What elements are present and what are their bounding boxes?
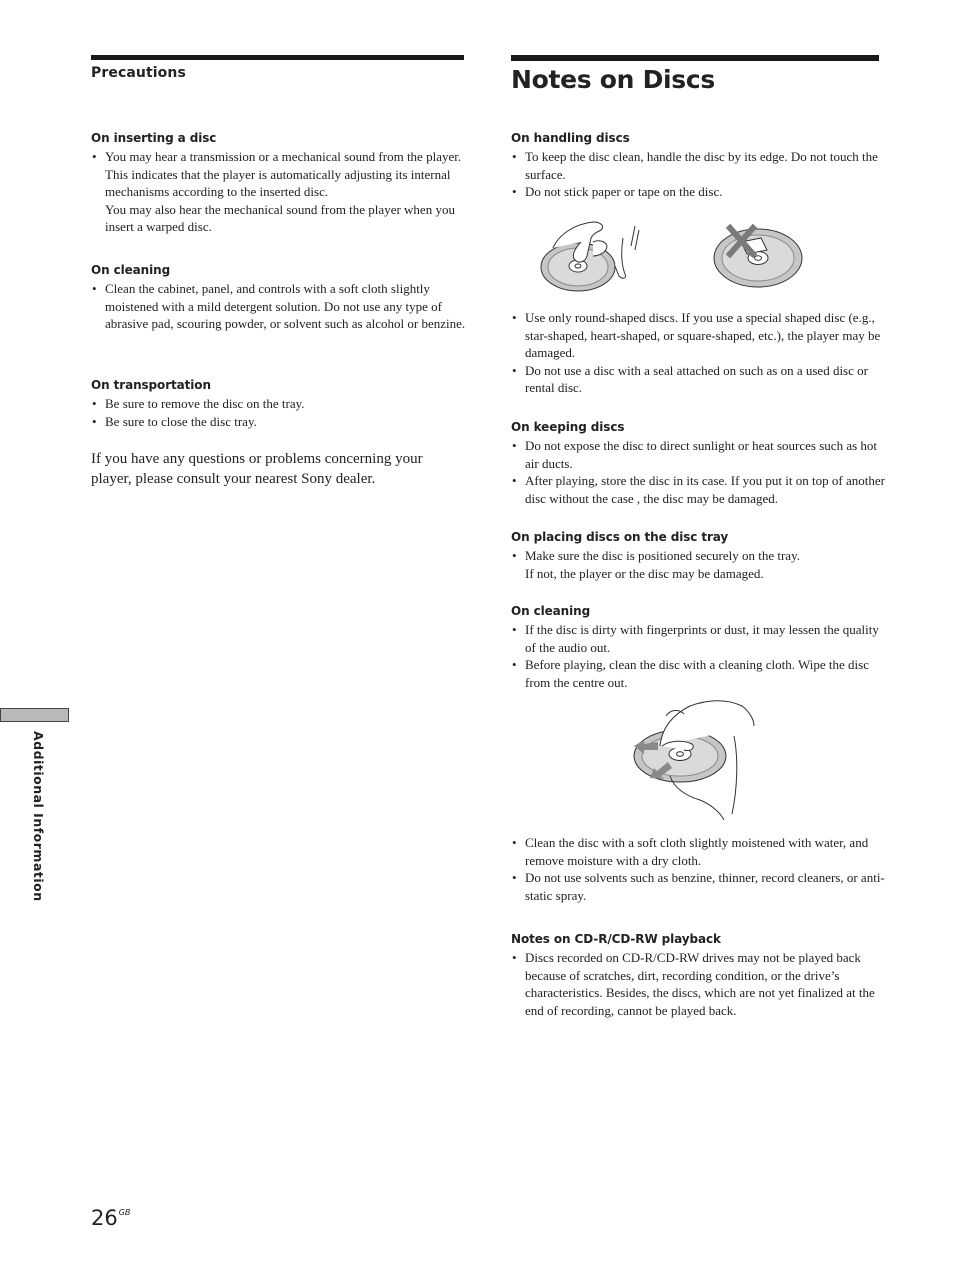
list-item: • Be sure to remove the disc on the tray. bbox=[91, 395, 466, 413]
placing-item-1: Make sure the disc is positioned securely on the tray. bbox=[525, 548, 800, 563]
list-item bbox=[511, 547, 886, 582]
left-cleaning-section bbox=[91, 263, 466, 333]
disc-handling-illustration bbox=[535, 216, 815, 294]
list-item: • Discs recorded on CD-R/CD-RW drives may not be played back because of scratches, dirt, recording condition, or the drive’s characteristics. Besides, the discs, which are not yet finalized at the end of recording, cannot be played back. bbox=[511, 949, 886, 1019]
handling-section-cont bbox=[511, 309, 886, 397]
page-number-suffix: GB bbox=[118, 1208, 131, 1217]
list-item: • After playing, store the disc in its case. If you put it on top of another disc without the case , the disc may be damaged. bbox=[511, 472, 886, 507]
section-rule bbox=[91, 55, 464, 60]
list-item: • Clean the cabinet, panel, and controls with a soft cloth slightly moistened with a mild detergent solution. Do not use any type of abrasive pad, scouring powder, or solvent such as alcohol or benzine. bbox=[91, 280, 466, 333]
left-column bbox=[91, 55, 464, 81]
list-item: • Do not expose the disc to direct sunlight or heat sources such as hot air ducts. bbox=[511, 437, 886, 472]
list-item bbox=[91, 148, 466, 236]
inserting-item-1-cont: You may also hear the mechanical sound from the player when you insert a warped disc. bbox=[105, 201, 455, 234]
side-tab-marker bbox=[0, 708, 69, 722]
keeping-heading: On keeping discs bbox=[511, 420, 625, 434]
right-cleaning-section bbox=[511, 604, 886, 691]
keeping-section bbox=[511, 420, 886, 507]
list-item: • Be sure to close the disc tray. bbox=[91, 413, 466, 431]
right-cleaning-heading: On cleaning bbox=[511, 604, 591, 618]
cdr-heading: Notes on CD-R/CD-RW playback bbox=[511, 932, 721, 946]
list-item: • Do not use a disc with a seal attached on such as on a used disc or rental disc. bbox=[511, 362, 886, 397]
title-rule bbox=[511, 55, 879, 61]
closing-paragraph: If you have any questions or problems concerning your player, please consult your nearest Sony dealer. bbox=[91, 451, 423, 487]
transportation-section bbox=[91, 378, 466, 430]
list-item: • Do not stick paper or tape on the disc. bbox=[511, 183, 886, 201]
cdr-section bbox=[511, 932, 886, 1019]
placing-item-1-cont: If not, the player or the disc may be damaged. bbox=[525, 565, 764, 581]
list-item: • If the disc is dirty with fingerprints or dust, it may lessen the quality of the audio out. bbox=[511, 621, 886, 656]
transportation-heading: On transportation bbox=[91, 378, 211, 392]
section-title: Precautions bbox=[91, 65, 186, 81]
placing-section bbox=[511, 530, 886, 582]
right-cleaning-section-cont bbox=[511, 834, 886, 904]
list-item: • Before playing, clean the disc with a cleaning cloth. Wipe the disc from the centre out. bbox=[511, 656, 886, 691]
list-item: • Clean the disc with a soft cloth slightly moistened with water, and remove moisture with a dry cloth. bbox=[511, 834, 886, 869]
list-item: • Do not use solvents such as benzine, thinner, record cleaners, or anti-static spray. bbox=[511, 869, 886, 904]
handling-heading: On handling discs bbox=[511, 131, 630, 145]
page-title: Notes on Discs bbox=[511, 65, 715, 94]
right-column bbox=[511, 55, 879, 94]
left-cleaning-heading: On cleaning bbox=[91, 263, 171, 277]
page-number-value: 26 bbox=[91, 1206, 118, 1230]
handling-section bbox=[511, 131, 886, 201]
page-number bbox=[91, 1206, 130, 1230]
list-item: • Use only round-shaped discs. If you use a special shaped disc (e.g., star-shaped, heart-shaped, or square-shaped, etc.), the player may be damaged. bbox=[511, 309, 886, 362]
side-tab-label: Additional Information bbox=[31, 731, 46, 902]
inserting-item-1: You may hear a transmission or a mechanical sound from the player. This indicates that the player is automatically adjusting its internal mechanisms according to the inserted disc. bbox=[105, 149, 462, 199]
disc-cleaning-illustration bbox=[630, 696, 770, 820]
inserting-heading: On inserting a disc bbox=[91, 131, 217, 145]
placing-heading: On placing discs on the disc tray bbox=[511, 530, 729, 544]
list-item: • To keep the disc clean, handle the disc by its edge. Do not touch the surface. bbox=[511, 148, 886, 183]
inserting-section bbox=[91, 131, 466, 236]
